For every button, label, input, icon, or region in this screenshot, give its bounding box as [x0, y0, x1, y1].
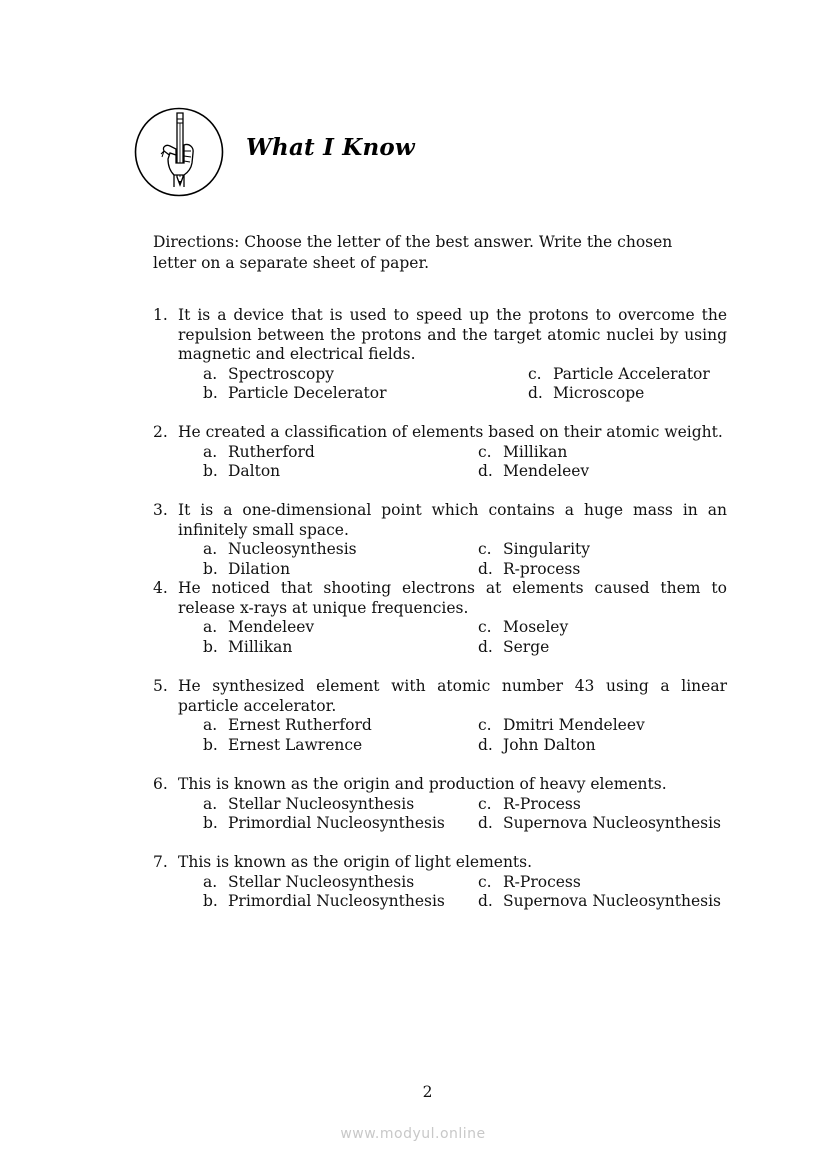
section-title: What I Know — [246, 134, 415, 161]
answer-option — [478, 892, 727, 912]
question-item — [153, 501, 727, 579]
answer-option — [203, 443, 478, 463]
option-letter: d. — [478, 637, 493, 656]
option-letter: a. — [203, 442, 218, 461]
option-text: Primordial Nucleosynthesis — [228, 892, 445, 911]
option-letter: b. — [203, 559, 218, 578]
answer-option — [203, 560, 478, 580]
question-text: He noticed that shooting electrons at elements caused them to release x-rays at unique frequencies. — [178, 579, 727, 617]
question-item — [153, 579, 727, 657]
question-number: 2. — [153, 423, 168, 441]
question-text: This is known as the origin and production of heavy elements. — [178, 775, 667, 793]
answer-option — [478, 443, 727, 463]
answer-options — [203, 716, 727, 755]
option-letter: a. — [203, 364, 218, 383]
question-text: It is a one-dimensional point which contains a huge mass in an infinitely small space. — [178, 501, 727, 539]
question-item — [153, 423, 727, 482]
option-text: John Dalton — [503, 735, 596, 754]
option-text: Serge — [503, 637, 550, 656]
option-letter: c. — [478, 872, 492, 891]
option-text: Ernest Lawrence — [228, 735, 363, 754]
watermark-text: www.modyul.online — [340, 1126, 486, 1142]
question-text: This is known as the origin of light elements. — [178, 853, 533, 871]
option-text: Stellar Nucleosynthesis — [228, 794, 415, 813]
option-text: R-process — [503, 559, 581, 578]
option-text: Millikan — [503, 442, 568, 461]
answer-options — [203, 365, 727, 404]
option-text: Dmitri Mendeleev — [503, 716, 645, 735]
answer-option — [203, 384, 528, 404]
answer-option — [203, 716, 478, 736]
answer-options — [203, 540, 727, 579]
question-number: 7. — [153, 853, 168, 871]
answer-option — [478, 560, 727, 580]
question-number: 6. — [153, 775, 168, 793]
answer-option — [203, 462, 478, 482]
option-text: Ernest Rutherford — [228, 716, 372, 735]
question-number: 1. — [153, 306, 168, 324]
option-letter: a. — [203, 872, 218, 891]
answer-option — [478, 814, 727, 834]
option-text: Spectroscopy — [228, 364, 335, 383]
option-letter: d. — [528, 384, 543, 403]
option-letter: a. — [203, 716, 218, 735]
hand-holding-pencil-icon — [134, 107, 224, 197]
option-text: Supernova Nucleosynthesis — [503, 814, 721, 833]
answer-option — [478, 795, 727, 815]
option-letter: b. — [203, 735, 218, 754]
option-text: Millikan — [228, 637, 293, 656]
option-letter: b. — [203, 814, 218, 833]
option-letter: c. — [478, 618, 492, 637]
answer-option — [478, 716, 727, 736]
option-text: Particle Accelerator — [553, 364, 710, 383]
option-letter: c. — [478, 716, 492, 735]
answer-option — [203, 873, 478, 893]
option-letter: d. — [478, 814, 493, 833]
question-text: He synthesized element with atomic number 43 using a linear particle accelerator. — [178, 677, 727, 715]
answer-option — [203, 540, 478, 560]
option-letter: b. — [203, 462, 218, 481]
option-text: Supernova Nucleosynthesis — [503, 892, 721, 911]
option-text: Particle Decelerator — [228, 384, 387, 403]
answer-options — [203, 795, 727, 834]
option-text: Microscope — [553, 384, 645, 403]
answer-option — [478, 638, 727, 658]
option-letter: d. — [478, 892, 493, 911]
option-letter: a. — [203, 540, 218, 559]
question-item — [153, 853, 727, 912]
answer-option — [203, 365, 528, 385]
question-number: 4. — [153, 579, 168, 597]
option-letter: d. — [478, 559, 493, 578]
answer-option — [203, 638, 478, 658]
answer-option — [203, 795, 478, 815]
question-number: 3. — [153, 501, 168, 519]
answer-option — [528, 365, 727, 385]
option-text: Mendeleev — [503, 462, 590, 481]
question-item — [153, 775, 727, 834]
question-number: 5. — [153, 677, 168, 695]
answer-option — [203, 618, 478, 638]
answer-option — [478, 540, 727, 560]
option-letter: d. — [478, 735, 493, 754]
question-item — [153, 306, 727, 404]
option-letter: a. — [203, 618, 218, 637]
option-letter: c. — [478, 442, 492, 461]
question-text: It is a device that is used to speed up the protons to overcome the repulsion between the protons and the target atomic nuclei by using magnetic and electrical fields. — [178, 306, 727, 364]
answer-option — [478, 736, 727, 756]
option-text: R-Process — [503, 794, 581, 813]
answer-option — [478, 618, 727, 638]
option-text: Nucleosynthesis — [228, 540, 357, 559]
option-text: Dilation — [228, 559, 291, 578]
answer-option — [478, 462, 727, 482]
option-text: Mendeleev — [228, 618, 315, 637]
option-letter: b. — [203, 892, 218, 911]
answer-options — [203, 443, 727, 482]
option-letter: b. — [203, 637, 218, 656]
option-text: Stellar Nucleosynthesis — [228, 872, 415, 891]
option-text: R-Process — [503, 872, 581, 891]
page-number: 2 — [422, 1083, 433, 1101]
option-text: Moseley — [503, 618, 569, 637]
option-letter: c. — [478, 540, 492, 559]
question-text: He created a classification of elements based on their atomic weight. — [178, 423, 723, 441]
option-letter: d. — [478, 462, 493, 481]
option-letter: c. — [478, 794, 492, 813]
answer-option — [528, 384, 727, 404]
option-text: Primordial Nucleosynthesis — [228, 814, 445, 833]
answer-option — [203, 814, 478, 834]
answer-option — [478, 873, 727, 893]
option-letter: a. — [203, 794, 218, 813]
option-text: Dalton — [228, 462, 281, 481]
question-item — [153, 677, 727, 755]
answer-options — [203, 618, 727, 657]
option-text: Singularity — [503, 540, 591, 559]
option-text: Rutherford — [228, 442, 315, 461]
option-letter: c. — [528, 364, 542, 383]
answer-options — [203, 873, 727, 912]
answer-option — [203, 892, 478, 912]
directions-text: Directions: Choose the letter of the best answer. Write the chosen letter on a separate sheet of paper. — [153, 233, 673, 272]
answer-option — [203, 736, 478, 756]
option-letter: b. — [203, 384, 218, 403]
